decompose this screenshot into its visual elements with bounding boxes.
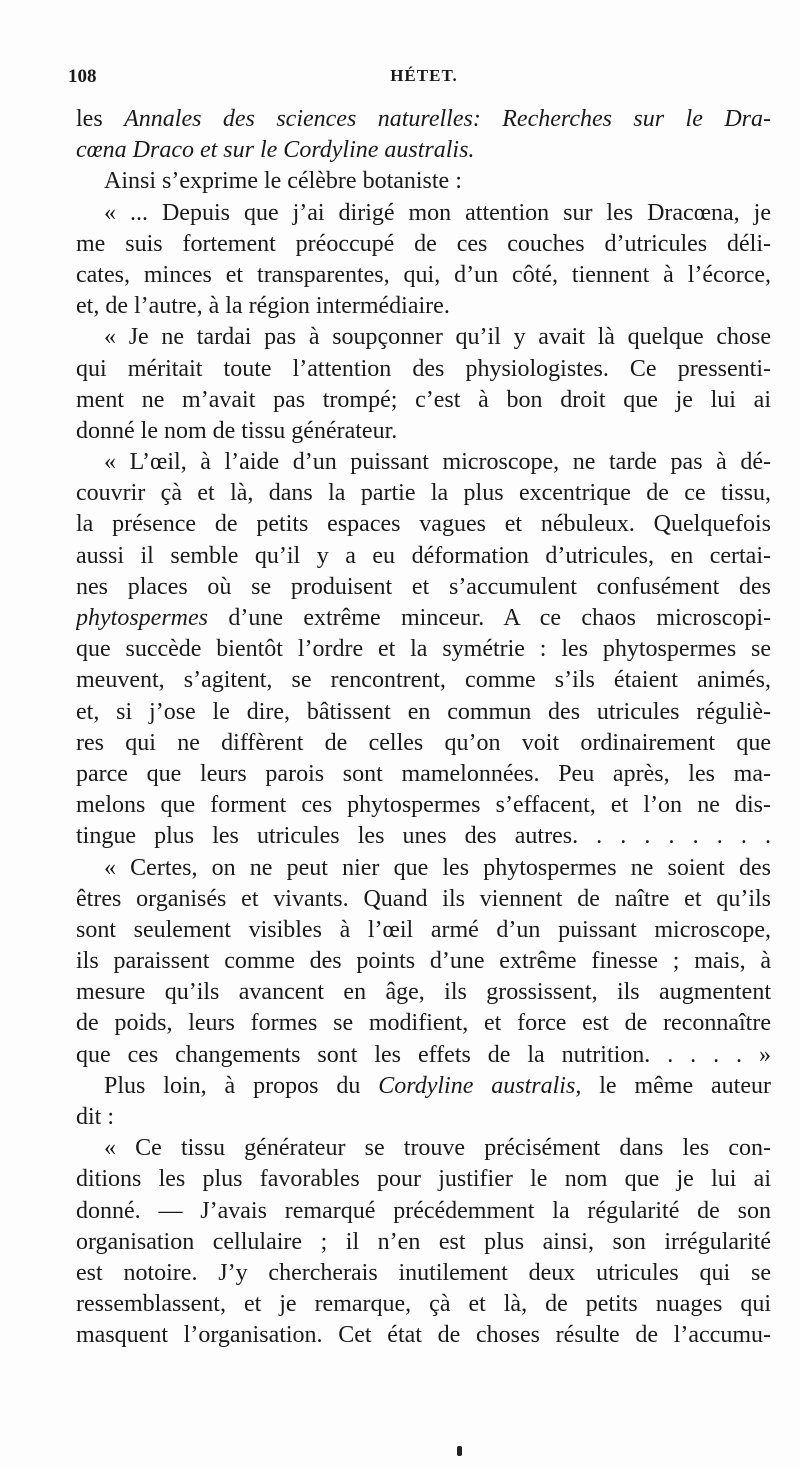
text-line: [76, 1196, 771, 1227]
text-line: [76, 135, 771, 166]
text-line: [76, 1040, 771, 1071]
text-line: [76, 166, 771, 197]
text-segment: tingue plus les utricules les unes des autres. . . . . . . . .: [76, 823, 771, 850]
text-line: [76, 1227, 771, 1258]
text-line: [76, 946, 771, 977]
text-segment: aussi il semble qu’il y a eu déformation d’utricules, en certai-: [76, 542, 771, 569]
text-line: [76, 260, 771, 291]
text-segment: la présence de petits espaces vagues et nébuleux. Quelquefois: [76, 511, 771, 538]
text-line: [76, 1164, 771, 1195]
text-line: [76, 1133, 771, 1164]
text-segment: sont seulement visibles à l’œil armé d’un puissant microscope,: [76, 916, 771, 943]
text-line: [76, 229, 771, 260]
text-line: [76, 385, 771, 416]
running-title: HÉTET.: [390, 66, 458, 85]
text-line: [76, 416, 771, 447]
text-segment: masquent l’organisation. Cet état de choses résulte de l’accumu-: [76, 1322, 771, 1349]
text-line: [76, 1008, 771, 1039]
text-line: [76, 759, 771, 790]
text-line: [76, 884, 771, 915]
text-segment: meuvent, s’agitent, se rencontrent, comme s’ils étaient animés,: [76, 667, 771, 694]
italic-text: cœna Draco et sur le Cordyline australis.: [76, 137, 475, 164]
text-line: [76, 198, 771, 229]
italic-text: Cordyline australis: [378, 1072, 576, 1099]
text-line: [76, 322, 771, 353]
text-segment: et, de l’autre, à la région intermédiaire.: [76, 293, 450, 320]
text-line: [76, 447, 771, 478]
text-line: [76, 291, 771, 322]
print-speck: [457, 1446, 462, 1456]
text-segment: nes places où se produisent et s’accumulent confusément des: [76, 573, 771, 600]
text-segment: « L’œil, à l’aide d’un puissant microscope, ne tarde pas à dé-: [104, 449, 771, 476]
text-line: [76, 1071, 771, 1102]
text-segment: me suis fortement préoccupé de ces couches d’utricules déli-: [76, 230, 771, 257]
text-segment: êtres organisés et vivants. Quand ils viennent de naître et qu’ils: [76, 885, 771, 912]
text-segment: est notoire. J’y chercherais inutilement deux utricules qui se: [76, 1259, 771, 1286]
text-line: [76, 104, 771, 135]
text-line: [76, 1258, 771, 1289]
text-segment: ditions les plus favorables pour justifier le nom que je lui ai: [76, 1166, 771, 1193]
text-segment: qui méritait toute l’attention des physiologistes. Ce pressenti-: [76, 355, 771, 382]
text-segment: organisation cellulaire ; il n’en est plus ainsi, son irrégularité: [76, 1228, 771, 1255]
text-segment: d’une extrême minceur. A ce chaos microscopi-: [207, 605, 771, 631]
text-segment: dit :: [76, 1104, 115, 1130]
text-line: [76, 1320, 771, 1351]
text-line: [76, 603, 771, 634]
text-line: [76, 1102, 771, 1133]
text-line: [76, 977, 771, 1008]
text-segment: les: [76, 106, 125, 132]
text-line: [76, 790, 771, 821]
text-segment: donné. — J’avais remarqué précédemment la régularité de son: [76, 1197, 771, 1224]
text-segment: melons que forment ces phytospermes s’effacent, et l’on ne dis-: [76, 792, 771, 819]
text-segment: mesure qu’ils avancent en âge, ils grossissent, ils augmentent: [76, 979, 771, 1006]
text-segment: parce que leurs parois sont mamelonnées. Peu après, les ma-: [76, 760, 771, 787]
text-segment: que ces changements sont les effets de la nutrition. . . . . »: [76, 1041, 771, 1068]
text-line: [76, 478, 771, 509]
text-segment: ressemblassent, et je remarque, çà et là, de petits nuages qui: [76, 1291, 771, 1318]
text-line: [76, 354, 771, 385]
text-segment: de poids, leurs formes se modifient, et force est de reconnaître: [76, 1010, 771, 1037]
text-segment: donné le nom de tissu générateur.: [76, 417, 398, 444]
text-segment: « Certes, on ne peut nier que les phytospermes ne soient des: [104, 854, 771, 881]
text-line: [76, 728, 771, 759]
text-line: [76, 915, 771, 946]
italic-text: phytospermes: [76, 605, 208, 631]
text-line: [76, 541, 771, 572]
text-segment: que succède bientôt l’ordre et la symétrie : les phytospermes se: [76, 636, 771, 663]
text-line: [76, 634, 771, 665]
text-segment: « ... Depuis que j’ai dirigé mon attention sur les Dracœna, je: [104, 199, 771, 226]
text-segment: Ainsi s’exprime le célèbre botaniste :: [104, 168, 462, 195]
text-line: [76, 1289, 771, 1320]
text-segment: res qui ne diffèrent de celles qu’on voit ordinairement que: [76, 729, 771, 756]
running-head: [68, 66, 780, 96]
text-line: [76, 509, 771, 540]
text-segment: cates, minces et transparentes, qui, d’un côté, tiennent à l’écorce,: [76, 261, 771, 288]
text-line: [76, 572, 771, 603]
text-segment: ils paraissent comme des points d’une extrême finesse ; mais, à: [76, 948, 771, 975]
text-segment: Plus loin, à propos du: [104, 1072, 379, 1099]
text-segment: couvrir çà et là, dans la partie la plus excentrique de ce tissu,: [76, 480, 771, 507]
italic-text: Annales des sciences naturelles: Recherches sur le Dra-: [124, 106, 771, 132]
text-line: [76, 853, 771, 884]
text-segment: ment ne m’avait pas trompé; c’est à bon droit que je lui ai: [76, 386, 771, 413]
text-segment: « Je ne tardai pas à soupçonner qu’il y avait là quelque chose: [104, 324, 771, 351]
text-line: [76, 697, 771, 728]
text-segment: et, si j’ose le dire, bâtissent en commun des utricules réguliè-: [76, 698, 771, 725]
text-line: [76, 821, 771, 852]
text-segment: « Ce tissu générateur se trouve précisément dans les con-: [104, 1135, 771, 1162]
text-line: [76, 665, 771, 696]
page-number: 108: [68, 66, 97, 87]
text-segment: , le même auteur: [575, 1072, 771, 1099]
body-text: [76, 104, 771, 1352]
